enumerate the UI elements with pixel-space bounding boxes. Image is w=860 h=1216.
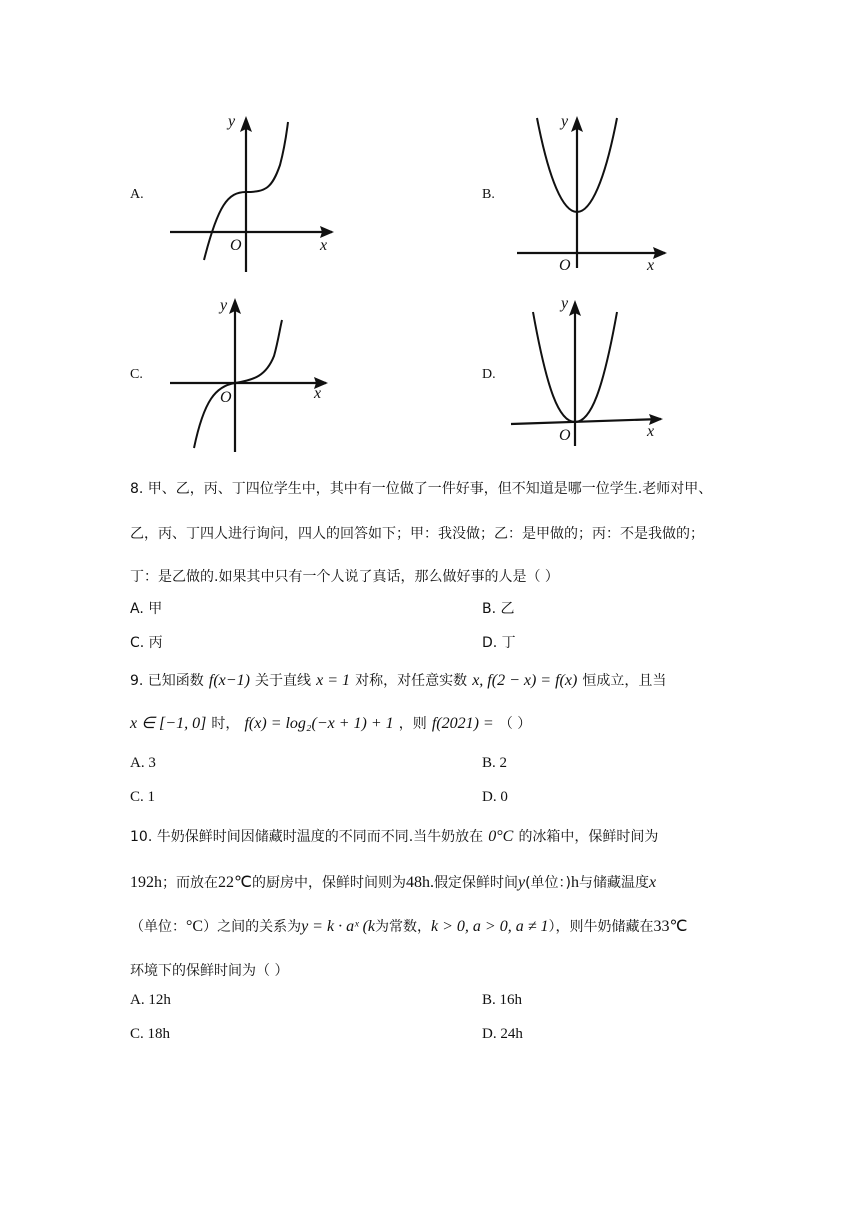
- q10-option-b: B. 16h: [482, 992, 523, 1008]
- option-b-label: B.: [482, 187, 495, 202]
- q8-option-b: B. 乙: [482, 601, 515, 617]
- option-a-label: A.: [130, 187, 144, 202]
- q10-math-3h: 33℃: [653, 918, 688, 935]
- q10-math-2a: 192h: [130, 874, 162, 891]
- q9-text-7: （ ）: [498, 716, 532, 732]
- graph-c-origin-label: O: [220, 389, 232, 406]
- graph-b-origin-label: O: [559, 257, 571, 274]
- graph-b-y-label: y: [561, 113, 569, 130]
- q8-line-1: 8. 甲、乙，丙、丁四位学生中，其中有一位做了一件好事，但不知道是哪一位学生.老师对甲、: [130, 481, 713, 497]
- q9-math-4: x ∈ [−1, 0]: [130, 715, 207, 732]
- q10-math-1b: 0°C: [488, 828, 514, 845]
- graph-a: [160, 110, 340, 280]
- q9-text-4: 恒成立，且当: [582, 673, 667, 689]
- q9-math-1: f(x−1): [208, 672, 250, 689]
- q10-math-2c: 22℃: [218, 874, 252, 891]
- q10-math-3d: y = k · aˣ (k: [301, 918, 376, 935]
- q9-text-6: ，则: [398, 716, 427, 732]
- q10-text-2j: 与储藏温度: [579, 875, 650, 891]
- q10-option-d: D. 24h: [482, 1026, 523, 1042]
- graph-b: [505, 110, 685, 280]
- q10-text-3c: ）之间的关系为: [203, 919, 302, 935]
- q8-option-c: C. 丙: [130, 635, 163, 651]
- q8-option-d: D. 丁: [482, 635, 516, 651]
- q10-math-2g: y: [517, 874, 526, 891]
- q10-line-4: 环境下的保鲜时间为（ ）: [130, 963, 289, 979]
- q9-text-3: 对称，对任意实数: [355, 673, 468, 689]
- q10-math-2k: x: [649, 874, 657, 891]
- q9-option-c: C. 1: [130, 789, 156, 805]
- q9-option-a: A. 3: [130, 755, 156, 771]
- q10-option-a: A. 12h: [130, 992, 171, 1008]
- q10-text-2f: 假定保鲜时间: [433, 875, 518, 891]
- graph-a-x-label: x: [320, 237, 328, 254]
- q10-text-2b: ；而放在: [162, 875, 218, 891]
- q10-math-2e: 48h.: [405, 874, 434, 891]
- q10-text-3e: 为常数，: [375, 919, 432, 935]
- q10-text-2d: 的厨房中，保鲜时间则为: [251, 875, 406, 891]
- graph-a-y-label: y: [228, 113, 236, 130]
- q10-option-c: C. 18h: [130, 1026, 171, 1042]
- q10-line-1: [130, 826, 658, 846]
- q10-text-3a: （单位：: [130, 919, 186, 935]
- q10-text-1a: 10. 牛奶保鲜时间因储藏时温度的不同而不同.当牛奶放在: [130, 829, 484, 845]
- graph-c-x-label: x: [314, 385, 322, 402]
- q9-text-2: 关于直线: [255, 673, 311, 689]
- q10-line-3: [130, 916, 687, 936]
- graph-d: [505, 290, 685, 460]
- q9-line-1: [130, 670, 666, 690]
- q9-math-2: x = 1: [316, 672, 350, 689]
- q10-text-2h: (单位：): [525, 875, 572, 891]
- q8-option-a: A. 甲: [130, 601, 163, 617]
- q9-text-5: 时，: [211, 716, 240, 732]
- graph-a-origin-label: O: [230, 237, 242, 254]
- q8-line-3: 丁：是乙做的.如果其中只有一个人说了真话，那么做好事的人是（ ）: [130, 569, 559, 585]
- q9-text-1: 9. 已知函数: [130, 673, 204, 689]
- q8-line-2: 乙，丙、丁四人进行询问，四人的回答如下；甲：我没做；乙：是甲做的；丙：不是我做的；: [130, 526, 704, 542]
- q9-option-d: D. 0: [482, 789, 508, 805]
- q9-math-5: f(x) = log₂(−x + 1) + 1: [244, 715, 394, 732]
- q9-line-2: [130, 713, 531, 733]
- option-c-label: C.: [130, 367, 143, 382]
- graph-c: [160, 290, 340, 460]
- q9-option-b: B. 2: [482, 755, 508, 771]
- q10-math-3b: °C: [186, 918, 204, 935]
- q9-math-6: f(2021) =: [431, 715, 494, 732]
- q10-text-3g: ），则牛奶储藏在: [548, 919, 654, 935]
- q10-line-2: [130, 872, 656, 892]
- q10-math-2i: h: [571, 874, 580, 891]
- option-d-label: D.: [482, 367, 496, 382]
- graph-d-origin-label: O: [559, 427, 571, 444]
- graph-b-x-label: x: [647, 257, 655, 274]
- graph-d-y-label: y: [561, 295, 569, 312]
- graph-c-y-label: y: [220, 297, 228, 314]
- graph-d-x-label: x: [647, 423, 655, 440]
- q9-math-3: x, f(2 − x) = f(x): [472, 672, 578, 689]
- q10-math-3f: k > 0, a > 0, a ≠ 1: [431, 918, 549, 935]
- q10-text-1c: 的冰箱中，保鲜时间为: [518, 829, 659, 845]
